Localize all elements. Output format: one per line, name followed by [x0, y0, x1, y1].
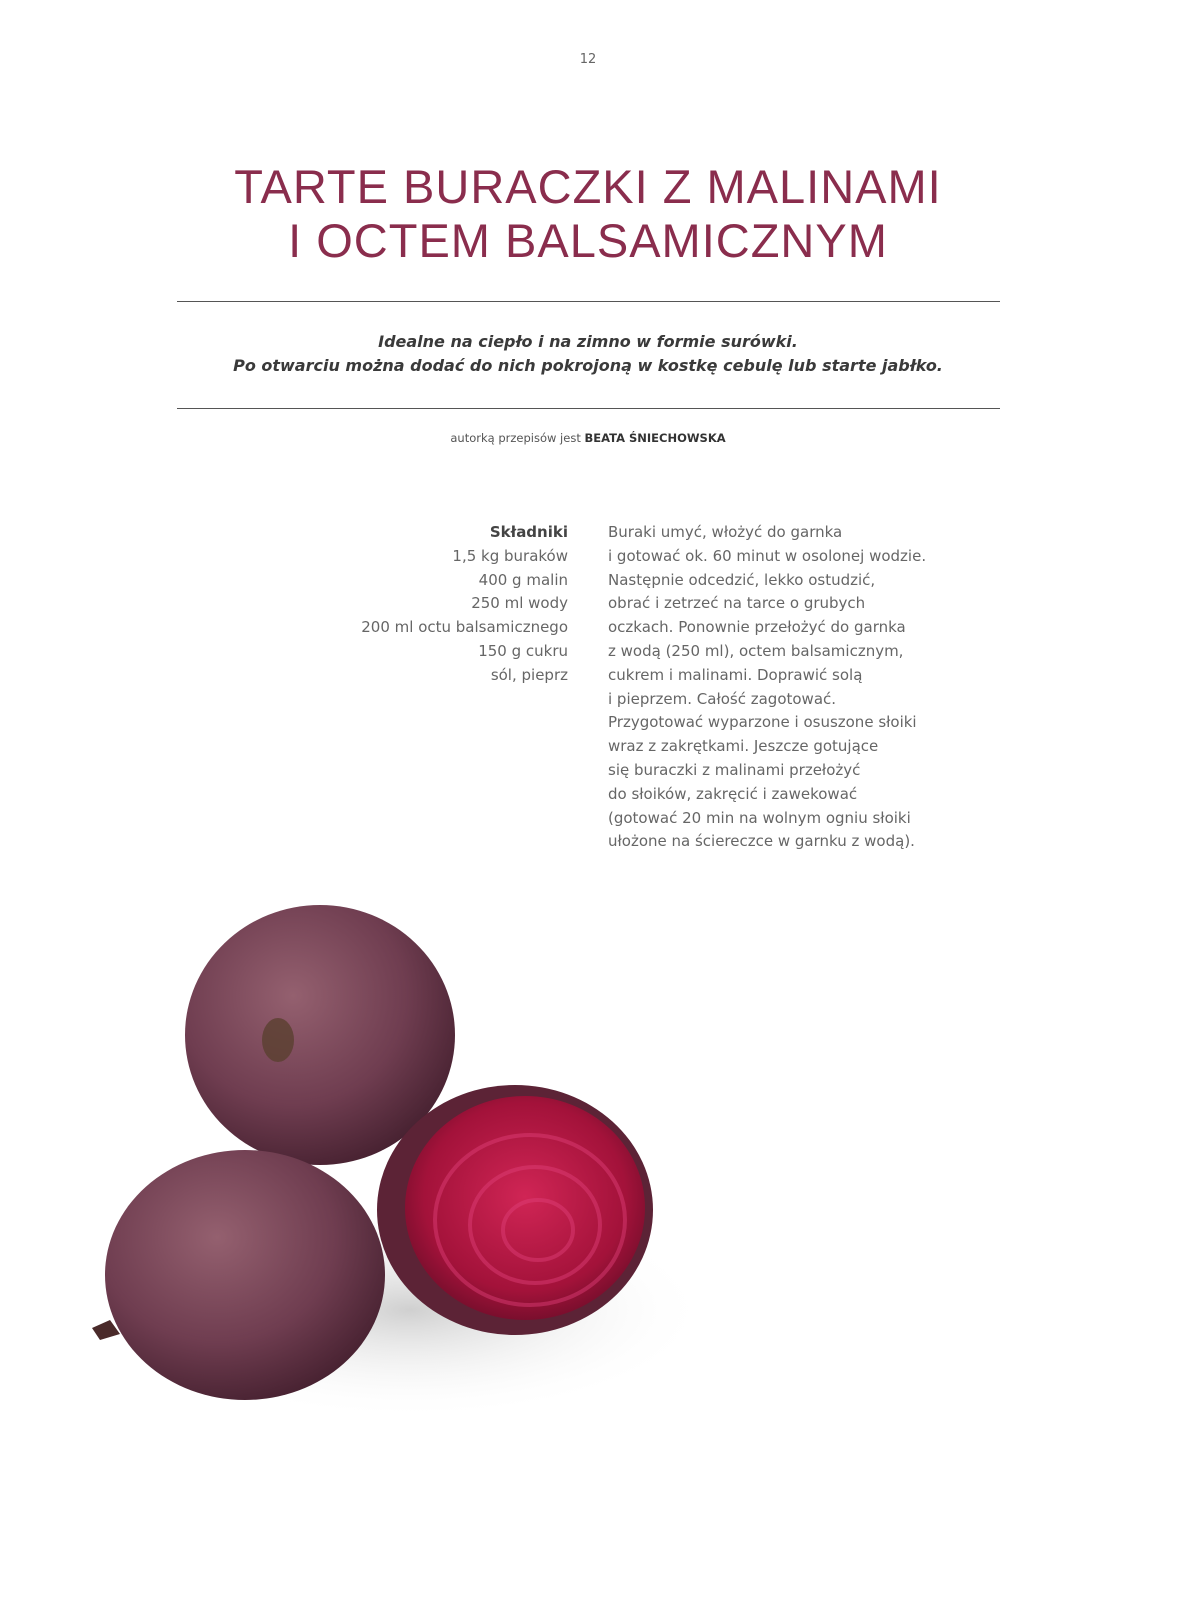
method-line: cukrem i malinami. Doprawić solą [608, 665, 863, 684]
method-line: i gotować ok. 60 minut w osolonej wodzie. [608, 546, 927, 565]
beets-photo [80, 890, 720, 1450]
method-line: Następnie odcedzić, lekko ostudzić, [608, 570, 876, 589]
divider-bottom [177, 408, 1000, 409]
author-name: BEATA ŚNIECHOWSKA [584, 431, 726, 445]
ingredient-item: 1,5 kg buraków [452, 546, 568, 565]
ingredient-item: sól, pieprz [490, 665, 568, 684]
method-line: i pieprzem. Całość zagotować. [608, 689, 837, 708]
page-number: 12 [579, 52, 597, 67]
method-line: wraz z zakrętkami. Jeszcze gotujące [608, 737, 879, 756]
ingredient-item: 150 g cukru [478, 641, 568, 660]
ingredient-item: 250 ml wody [471, 594, 568, 613]
ingredients-heading: Składniki [489, 523, 568, 541]
beet-whole-bottom [92, 1150, 385, 1400]
beet-halved [377, 1085, 653, 1335]
method-line: ułożone na ściereczce w garnku z wodą). [608, 832, 915, 851]
intro-line-2: Po otwarciu można dodać do nich pokrojoną w kostkę cebulę lub starte jabłko. [233, 356, 943, 375]
ingredients-list [361, 521, 568, 688]
method-line: Buraki umyć, włożyć do garnka [608, 523, 843, 541]
method-text [608, 521, 926, 854]
method-line: obrać i zetrzeć na tarce o grubych [608, 594, 866, 613]
method-line: Przygotować wyparzone i osuszone słoiki [608, 713, 917, 732]
method-line: do słoików, zakręcić i zawekować [608, 784, 858, 803]
author-prefix: autorką przepisów jest [450, 431, 581, 445]
method-line: z wodą (250 ml), octem balsamicznym, [608, 641, 904, 660]
author-credit [0, 431, 1176, 445]
title-line-2: I OCTEM BALSAMICZNYM [288, 214, 888, 267]
intro-line-1: Idealne na ciepło i na zimno w formie surówki. [378, 332, 798, 351]
ingredient-item: 400 g malin [478, 570, 568, 589]
title-line-1: TARTE BURACZKI Z MALINAMI [234, 160, 942, 213]
method-line: (gotować 20 min na wolnym ogniu słoiki [608, 808, 911, 827]
recipe-intro [0, 330, 1176, 378]
recipe-title [0, 160, 1176, 268]
method-line: się buraczki z malinami przełożyć [608, 760, 861, 779]
divider-top [177, 301, 1000, 302]
ingredient-item: 200 ml octu balsamicznego [361, 618, 568, 637]
method-line: oczkach. Ponownie przełożyć do garnka [608, 618, 906, 637]
